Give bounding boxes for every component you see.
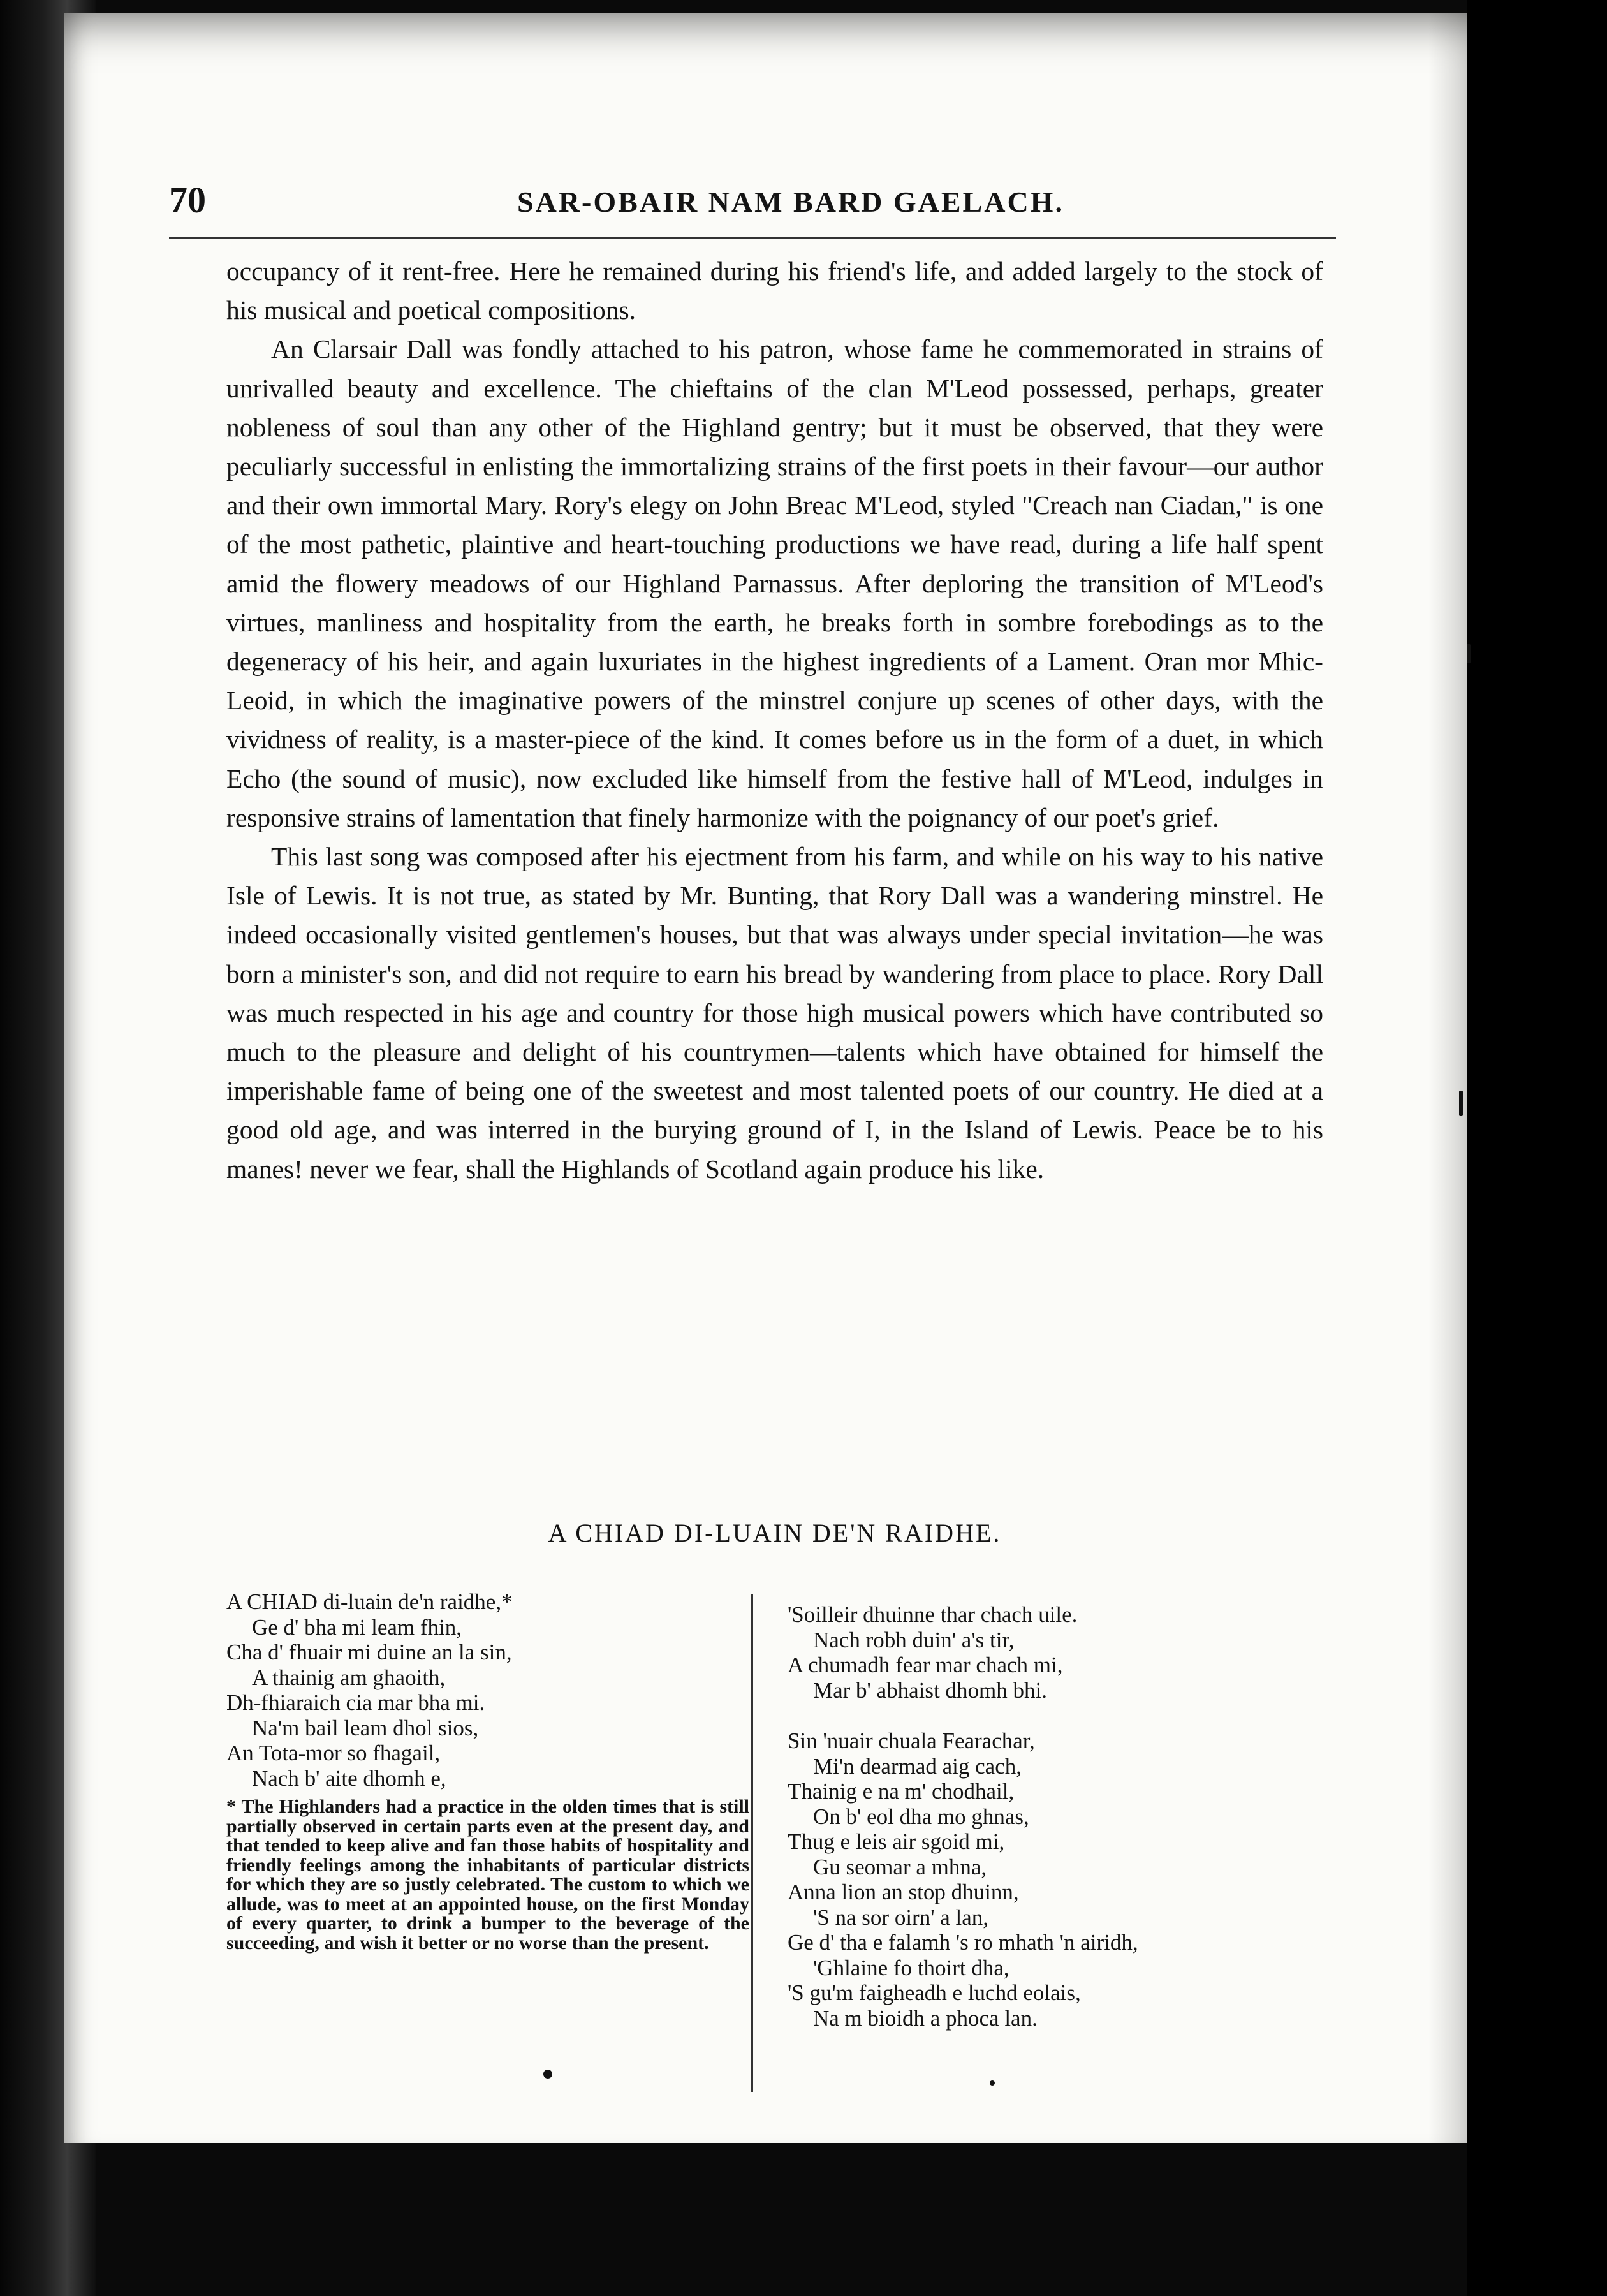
- song-left-column: [226, 1589, 749, 1953]
- footnote: * The Highlanders had a practice in the olden times that is still partially observed in certain parts even at the present day, and that tended to keep alive and fan those habits of hospitality and friendly feelings among the inhabitants of particular districts for which they are so justly celebrated. The custom to which we allude, was to meet at an appointed house, on the first Monday of every quarter, to drink a bumper to the beverage of the succeeding, and wish it better or no worse than the present.: [226, 1796, 749, 1954]
- paragraph: This last song was composed after his ejectment from his farm, and while on his way to his native Isle of Lewis. It is not true, as stated by Mr. Bunting, that Rory Dall was a wandering minstrel. He indeed occasionally visited gentlemen's houses, but that was always under special invitation—he was born a minister's son, and did not require to earn his bread by wandering from place to place. Rory Dall was much respected in his age and country for those high musical powers which have contributed so much to the pleasure and delight of his countrymen—talents which have obtained for himself the imperishable fame of being one of the sweetest and most talented poets of our country. He died at a good old age, and was interred in the burying ground of I, in the Island of Lewis. Peace be to his manes! never we fear, shall the Highlands of Scotland again produce his like.: [226, 842, 1323, 1184]
- verse-line: Nach robh duin' a's tir,: [813, 1627, 1015, 1652]
- verse-line: A chumadh fear mar chach mi,: [788, 1652, 1063, 1677]
- verse-line: Nach b' aite dhomh e,: [252, 1765, 446, 1791]
- verse-line: Thainig e na m' chodhail,: [788, 1779, 1015, 1804]
- running-head: [169, 179, 1336, 230]
- page-number: 70: [169, 179, 206, 221]
- stanza-gap: [788, 1703, 1361, 1728]
- body-text: [226, 252, 1323, 1189]
- verse-line: Thug e leis air sgoid mi,: [788, 1829, 1005, 1854]
- verse-line: On b' eol dha mo ghnas,: [813, 1804, 1029, 1829]
- verse-line: Cha d' fhuair mi duine an la sin,: [226, 1640, 512, 1665]
- verse-line: 'Soilleir dhuinne thar chach uile.: [788, 1602, 1078, 1627]
- verse-line: Na'm bail leam dhol sios,: [252, 1715, 479, 1740]
- paragraph: An Clarsair Dall was fondly attached to his patron, whose fame he commemorated in strains of unrivalled beauty and excellence. The chieftains of the clan M'Leod possessed, perhaps, greater nobleness of soul than any other of the Highland gentry; but it must be observed, that they were peculiarly successful in enlisting the immortalizing strains of the first poets in their favour—our author and their own immortal Mary. Rory's elegy on John Breac M'Leod, styled "Creach nan Ciadan," is one of the most pathetic, plaintive and heart-touching productions we have read, during a life half spent amid the flowery meadows of our Highland Parnassus. After deploring the transition of M'Leod's virtues, manliness and hospitality from the earth, he breaks forth in sombre forebodings as to the degeneracy of his heir, and again luxuriates in the highest ingredients of a Lament. Oran mor Mhic-Leoid, in which the imaginative powers of the minstrel conjure up scenes of other days, with the vividness of reality, is a master-piece of the kind. It comes before us in the form of a duet, in which Echo (the sound of music), now excluded like himself from the festive hall of M'Leod, indulges in responsive strains of lamentation that finely harmonize with the poignancy of our poet's grief.: [226, 334, 1323, 832]
- verse-line: 'Ghlaine fo thoirt dha,: [813, 1955, 1009, 1980]
- ink-speck: [1459, 1091, 1463, 1116]
- ink-speck: [543, 2070, 552, 2079]
- paragraph: occupancy of it rent-free. Here he remained during his friend's life, and added largely to the stock of his musical and poetical compositions.: [226, 256, 1323, 325]
- song-title: A CHIAD DI-LUAIN DE'N RAIDHE.: [548, 1519, 1002, 1547]
- verse-line: A thainig am ghaoith,: [252, 1665, 446, 1690]
- verse-line: Dh-fhiaraich cia mar bha mi.: [226, 1690, 485, 1715]
- running-title: SAR-OBAIR NAM BARD GAELACH.: [517, 186, 1064, 218]
- verse-line: Mar b' abhaist dhomh bhi.: [813, 1677, 1047, 1703]
- column-divider: [751, 1594, 753, 2092]
- verse-line: A CHIAD di-luain de'n raidhe,*: [226, 1589, 513, 1614]
- verse-line: Sin 'nuair chuala Fearachar,: [788, 1728, 1035, 1753]
- verse-line: 'S gu'm faigheadh e luchd eolais,: [788, 1980, 1081, 2005]
- ink-speck: [1467, 644, 1471, 663]
- header-rule: [169, 237, 1336, 239]
- verse-line: Ge d' tha e falamh 's ro mhath 'n airidh,: [788, 1930, 1138, 1955]
- verse-line: Gu seomar a mhna,: [813, 1854, 987, 1880]
- song-right-column: [788, 1602, 1361, 2031]
- verse-line: Mi'n dearmad aig cach,: [813, 1753, 1022, 1779]
- verse-line: Ge d' bha mi leam fhin,: [252, 1614, 462, 1640]
- scan-edge-right: [1467, 0, 1607, 2296]
- page-shadow: [1428, 13, 1467, 2143]
- ink-speck: [990, 2080, 995, 2086]
- verse-line: An Tota-mor so fhagail,: [226, 1740, 441, 1765]
- verse-line: Anna lion an stop dhuinn,: [788, 1880, 1019, 1904]
- verse-line: 'S na sor oirn' a lan,: [813, 1904, 989, 1930]
- verse-line: Na m bioidh a phoca lan.: [813, 2005, 1038, 2031]
